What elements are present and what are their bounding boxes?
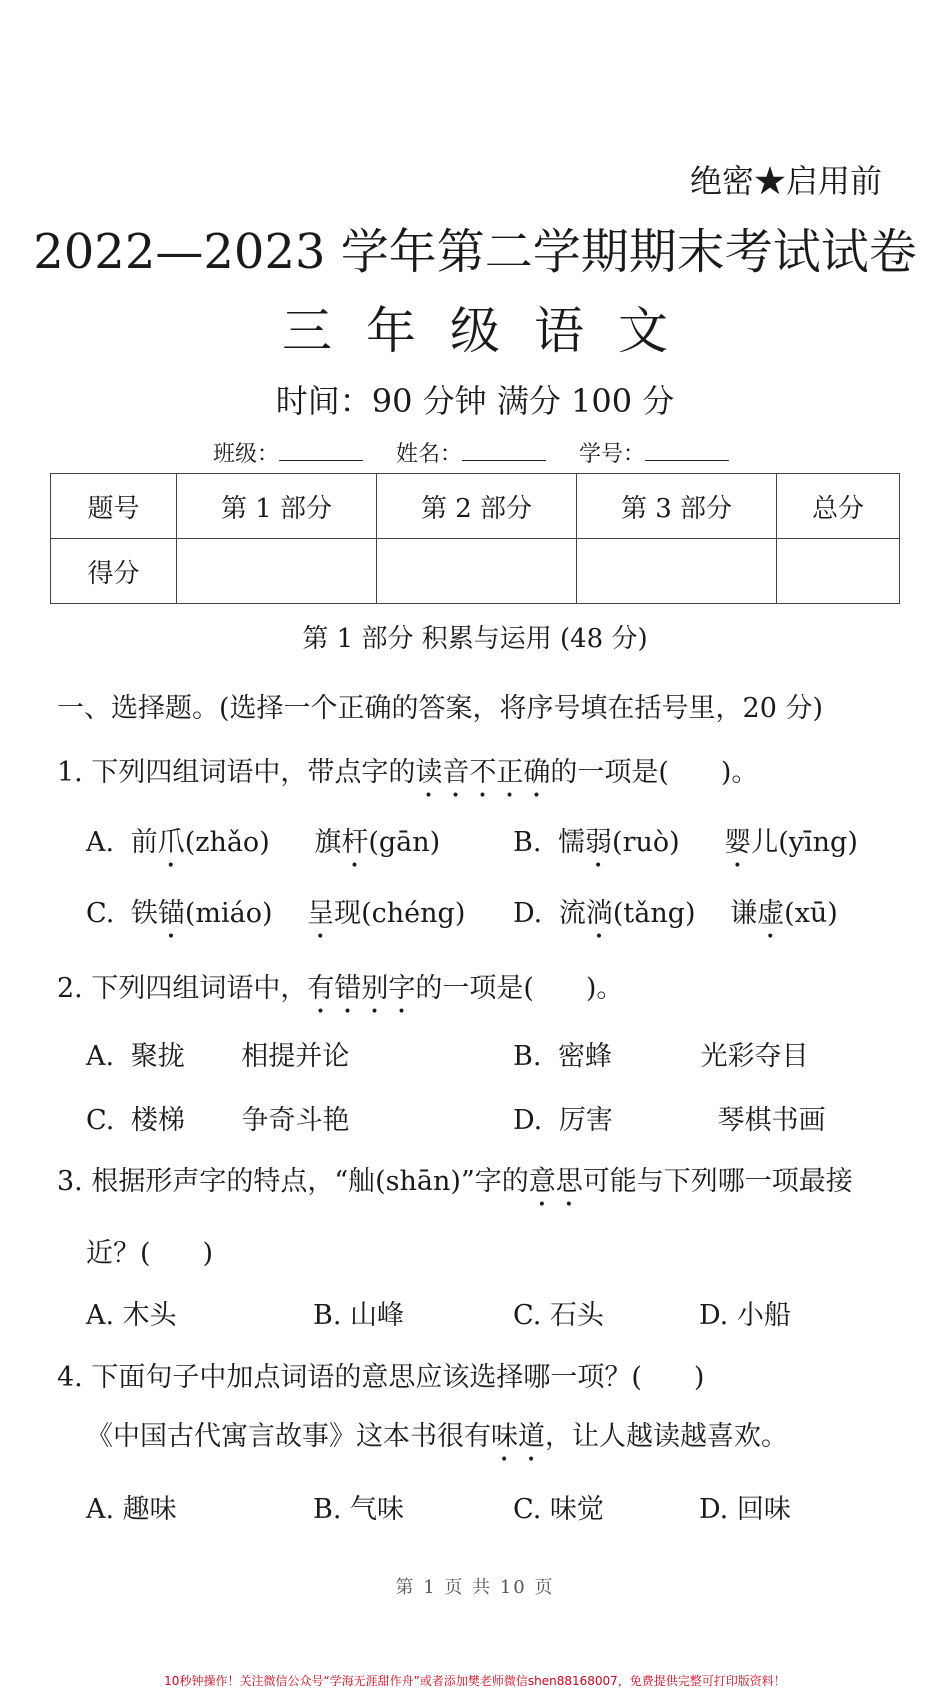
q2-dotted-text: 有错别字 [307, 973, 416, 1004]
q4-sentence-text-2: ，让人越读越喜欢。 [545, 1421, 788, 1452]
option-char: 流 [558, 898, 586, 929]
option-label: A. [86, 827, 115, 858]
q4-option-a[interactable]: A. 趣味 [86, 1494, 177, 1525]
section-1-title: 第 1 部分 积累与运用 (48 分) [302, 624, 648, 654]
q1-option-c[interactable] [86, 891, 465, 945]
option-label: B. [513, 827, 542, 858]
score-cell[interactable] [177, 539, 377, 604]
option-dotted-char: 婴 [724, 827, 752, 858]
confidential-label: 绝密★启用前 [689, 162, 882, 200]
option-word: 聚拢 [130, 1041, 185, 1072]
option-pinyin: (xū) [784, 898, 838, 929]
score-header-cell: 总分 [777, 474, 900, 539]
option-char: 前 [130, 827, 158, 858]
option-pinyin: (yīng) [778, 827, 858, 858]
option-pinyin: (ruò) [612, 827, 680, 858]
q2-text-end: )。 [585, 973, 624, 1004]
class-label: 班级： [213, 442, 280, 467]
q3-option-b[interactable]: B. 山峰 [313, 1300, 405, 1331]
option-dotted-char: 淌 [585, 898, 613, 929]
score-header-cell: 第 1 部分 [177, 474, 377, 539]
q3-option-a[interactable]: A. 木头 [86, 1300, 177, 1331]
score-table-score-row [51, 539, 900, 604]
score-row-label: 得分 [51, 539, 177, 604]
option-pinyin: (gān) [368, 827, 441, 858]
q3-option-d[interactable]: D. 小船 [699, 1300, 791, 1331]
time-info: 时间：90 分钟 满分 100 分 [275, 382, 675, 420]
option-dotted-char: 爪 [157, 827, 185, 858]
q4-sentence-text: 《中国古代寓言故事》这本书很有 [86, 1421, 491, 1452]
score-cell[interactable] [377, 539, 577, 604]
question-3-stem [57, 1159, 853, 1213]
q3-text-2: 可能与下列哪一项最接 [582, 1166, 853, 1197]
option-word: 光彩夺目 [700, 1041, 809, 1072]
q1-option-a[interactable] [86, 820, 440, 874]
question-1-stem [57, 750, 758, 804]
score-cell[interactable] [577, 539, 777, 604]
question-2-stem [57, 966, 623, 1020]
q1-text: 1. 下列四组词语中，带点字的 [57, 757, 416, 788]
promo-notice: 10秒钟操作！关注微信公众号“学海无涯甜作舟”或者添加樊老师微信shen88168007，免费提供完整可打印版资料！ [164, 1674, 786, 1688]
q1-text-2: 的一项是( [550, 757, 669, 788]
option-label: B. [513, 1041, 542, 1072]
q2-option-a[interactable] [86, 1034, 349, 1073]
option-dotted-char: 锚 [157, 898, 185, 929]
q1-option-d[interactable] [513, 891, 838, 945]
id-blank[interactable] [645, 442, 729, 461]
q3-option-c[interactable]: C. 石头 [513, 1300, 604, 1331]
q2-option-d[interactable] [513, 1098, 825, 1137]
score-header-cell: 题号 [51, 474, 177, 539]
option-char: 谦 [730, 898, 758, 929]
option-char: 铁 [130, 898, 158, 929]
q2-text-2: 的一项是( [415, 973, 534, 1004]
option-pinyin: (chéng) [361, 898, 466, 929]
q4-dotted-text: 味道 [491, 1421, 545, 1452]
name-label: 姓名： [396, 442, 463, 467]
score-table-header-row [51, 474, 900, 539]
q4-text: 4. 下面句子中加点词语的意思应该选择哪一项？( [57, 1362, 642, 1393]
option-dotted-char: 虚 [757, 898, 785, 929]
option-dotted-char: 杆 [341, 827, 369, 858]
option-char: 现 [334, 898, 362, 929]
q4-option-d[interactable]: D. 回味 [699, 1494, 791, 1525]
score-cell[interactable] [777, 539, 900, 604]
option-char: 懦 [558, 827, 586, 858]
option-word: 争奇斗艳 [241, 1105, 350, 1136]
q4-option-c[interactable]: C. 味觉 [513, 1494, 604, 1525]
q2-option-c[interactable] [86, 1098, 349, 1137]
option-label: D. [513, 898, 543, 929]
question-3-stem-line-2 [86, 1231, 213, 1270]
class-blank[interactable] [279, 442, 363, 461]
q4-text-end: ) [693, 1362, 705, 1393]
option-dotted-char: 呈 [307, 898, 335, 929]
name-blank[interactable] [462, 442, 546, 461]
option-label: C. [86, 1105, 115, 1136]
option-word: 密蜂 [558, 1041, 613, 1072]
q3-text-3: 近？( [86, 1238, 151, 1269]
option-pinyin: (tǎng) [612, 898, 696, 929]
option-word: 琴棋书画 [717, 1105, 826, 1136]
q3-text-end: ) [202, 1238, 214, 1269]
option-word: 楼梯 [130, 1105, 185, 1136]
option-label: D. [513, 1105, 543, 1136]
id-label: 学号： [579, 442, 646, 467]
q3-dotted-text: 意思 [528, 1166, 583, 1197]
option-word: 厉害 [558, 1105, 613, 1136]
question-4-stem [57, 1355, 704, 1394]
q1-dotted-text: 读音不正确 [415, 757, 551, 788]
option-pinyin: (zhǎo) [184, 827, 270, 858]
option-dotted-char: 弱 [585, 827, 613, 858]
part-heading: 一、选择题。(选择一个正确的答案，将序号填在括号里，20 分) [57, 693, 824, 724]
option-label: A. [86, 1041, 115, 1072]
q4-option-b[interactable]: B. 气味 [313, 1494, 405, 1525]
subject-title: 三年级语文 [282, 302, 702, 360]
question-4-sentence [86, 1414, 788, 1468]
option-char: 旗 [314, 827, 342, 858]
option-word: 相提并论 [241, 1041, 350, 1072]
score-header-cell: 第 2 部分 [377, 474, 577, 539]
option-pinyin: (miáo) [184, 898, 273, 929]
q2-option-b[interactable] [513, 1034, 809, 1073]
q1-option-b[interactable] [513, 820, 858, 874]
option-char: 儿 [751, 827, 779, 858]
score-table [50, 473, 900, 604]
q1-text-end: )。 [720, 757, 759, 788]
page-number: 第 1 页 共 10 页 [395, 1577, 555, 1598]
score-header-cell: 第 3 部分 [577, 474, 777, 539]
student-info-fields [213, 437, 755, 468]
exam-title: 2022—2023 学年第二学期期末考试试卷 [33, 224, 917, 280]
option-label: C. [86, 898, 115, 929]
q3-text: 3. 根据形声字的特点，“舢(shān)”字的 [57, 1166, 529, 1197]
q2-text: 2. 下列四组词语中， [57, 973, 308, 1004]
